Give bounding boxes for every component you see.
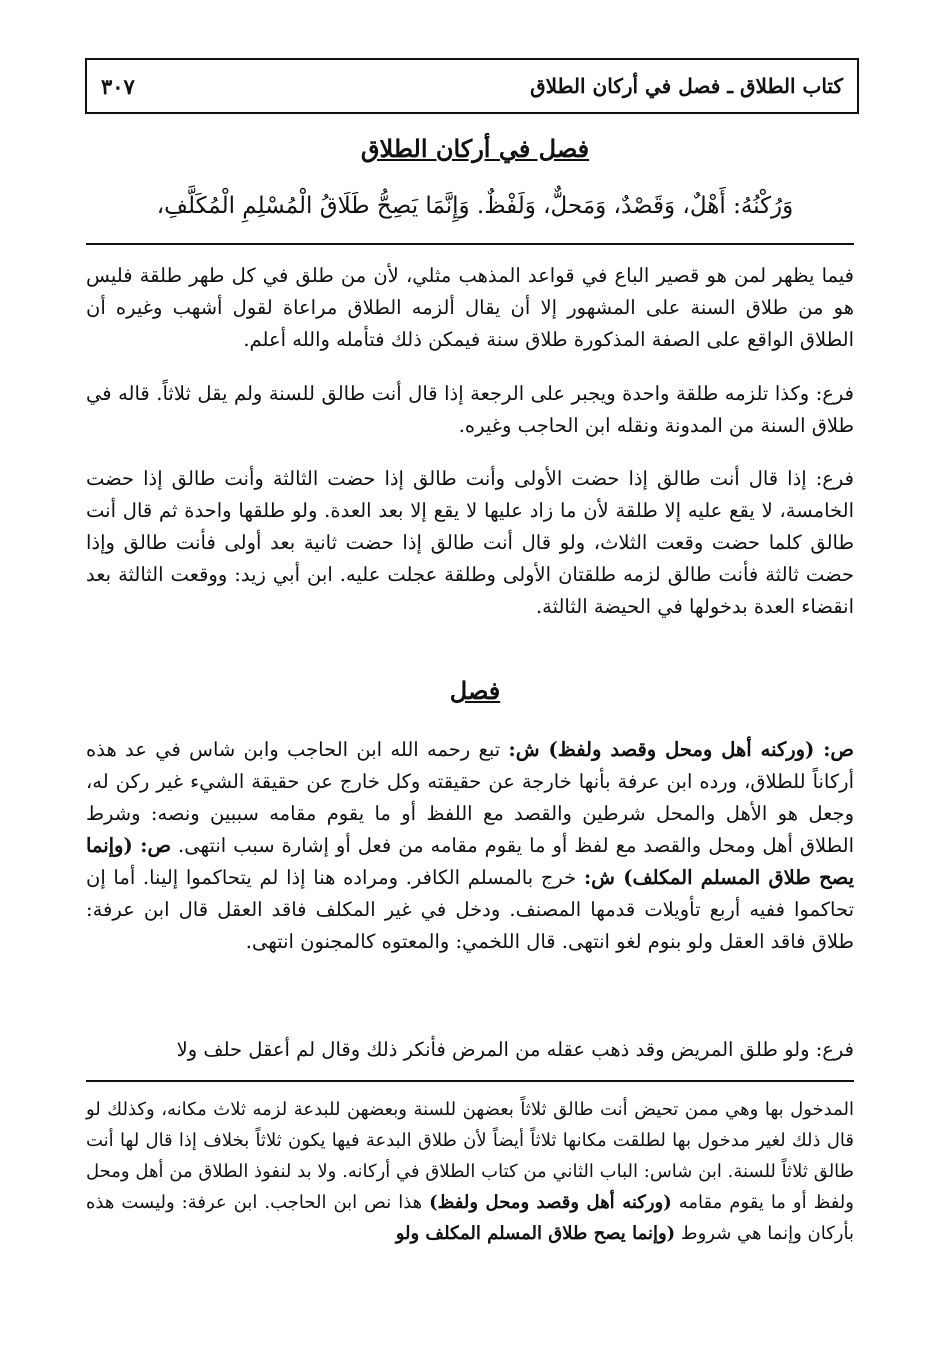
footnote-quote-2: (وإنما يصح طلاق المسلم المكلف ولو xyxy=(395,1223,676,1244)
paragraph-5: فرع: ولو طلق المريض وقد ذهب عقله من المرض فأنكر ذلك وقال لم أعقل حلف ولا xyxy=(176,1038,854,1061)
commentary-text-1: تبع رحمه الله ابن الحاجب وابن شاس في عد هذه أركاناً للطلاق، ورده ابن عرفة بأنها خارجة عن حقيقته وكل خارج عن حقيقة الشيء غير ركن له، وجعل هو الأهل والمحل شرطين والقصد مع اللفظ أو ما يقوم مقامه سببين ونصه: وشرط الطلاق أهل ومحل والقصد مع لفظ أو ما يقوم مقامه من فعل أو إشارة سبب انتهى. xyxy=(86,738,854,857)
running-title: كتاب الطلاق ـ فصل في أركان الطلاق xyxy=(530,74,843,98)
footnote-quote-1: (وركنه أهل وقصد ومحل ولفظ) xyxy=(429,1192,672,1213)
paragraph-2: فرع: وكذا تلزمه طلقة واحدة ويجبر على الرجعة إذا قال أنت طالق للسنة ولم يقل ثلاثاً. قاله في طلاق السنة من المدونة ونقله ابن الحاجب وغيره. xyxy=(86,382,854,437)
subheading: فصل xyxy=(449,676,501,705)
matn-divider xyxy=(86,243,854,245)
footnote-text-1: المدخول بها وهي ممن تحيض أنت طالق ثلاثاً بعضهن للسنة وبعضهن للبدعة لزمه ثلاث مكانه، وكذلك لو قال ذلك لغير مدخول بها لطلقت مكانها ثلاثاً أيضاً لأن طلاق البدعة فيها يكون ثلاثاً بخلاف إذا قال لها أنت طالق ثلاثاً للسنة. ابن شاس: الباب الثاني من كتاب الطلاق في أركانه. ولا بد لنفوذ الطلاق من أهل ومحل ولفظ أو ما يقوم مقامه xyxy=(86,1099,854,1213)
running-header xyxy=(85,58,859,114)
paragraph-3: فرع: إذا قال أنت طالق إذا حضت الأولى وأنت طالق إذا حضت الثالثة وأنت طالق إذا حضت الخامسة، لا يقع عليه إلا طلقة لأن ما زاد عليها لا يقع إلا بعد العدة. ولو طلقها واحدة ثم قال أنت طالق كلما حضت وقعت الثلاث، ولو قال أنت طالق إذا حضت ثانية بعد أولى فأنت طالق وإذا حضت ثالثة فأنت طالق لزمه طلقتان الأولى وطلقة عجلت عليه. ابن أبي زيد: ووقعت الثالثة بعد انقضاء العدة بدخولها في الحيضة الثالثة. xyxy=(86,467,854,618)
matn-quote-1: ص: (وركنه أهل ومحل وقصد ولفظ) ش: xyxy=(508,738,855,761)
paragraph-1: فيما يظهر لمن هو قصير الباع في قواعد المذهب مثلي، لأن من طلق في كل طهر طلقة فليس هو من طلاق السنة على المشهور إلا أن يقال ألزمه الطلاق مراعاة لقول أشهب وغيره أن الطلاق الواقع على الصفة المذكورة طلاق سنة فيمكن ذلك فتأمله والله أعلم. xyxy=(86,264,854,351)
matn-quote-2: ص: (وإنما يصح طلاق المسلم المكلف) ش: xyxy=(86,834,854,889)
section-title: فصل في أركان الطلاق xyxy=(360,134,590,163)
footnote-divider xyxy=(86,1080,854,1082)
commentary-paragraph xyxy=(86,734,854,958)
matn-text: وَرُكْنُهُ: أَهْلٌ، وَقَصْدٌ، وَمَحلٌّ، وَلَفْظٌ. وَإِنَّمَا يَصِحُّ طَلَاقُ الْمُسْلِمِ الْمُكَلَّفِ، xyxy=(156,193,794,219)
footnote-paragraph xyxy=(86,1094,854,1249)
page-number: ٣٠٧ xyxy=(101,73,135,99)
commentary-text-2: خرج بالمسلم الكافر. ومراده هنا إذا لم يتحاكموا إلينا. أما إن تحاكموا ففيه أربع تأويلات قدمها المصنف. ودخل في غير المكلف فاقد العقل قال ابن عرفة: طلاق فاقد العقل ولو بنوم لغو انتهى. قال اللخمي: والمعتوه كالمجنون انتهى. xyxy=(86,866,854,953)
footnote-text-2: هذا نص ابن الحاجب. ابن عرفة: وليست هذه بأركان وإنما هي شروط xyxy=(86,1192,854,1244)
